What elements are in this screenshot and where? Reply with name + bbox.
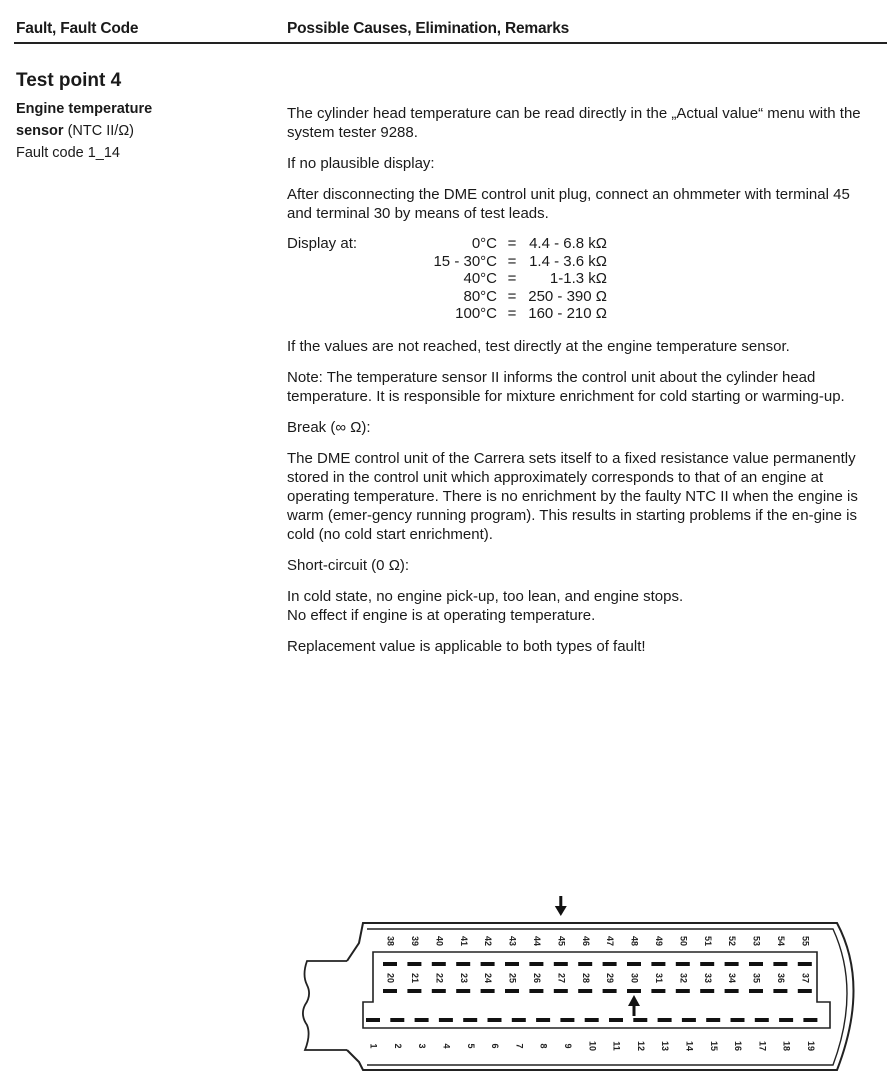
pin-slot — [432, 962, 446, 966]
pin-slot — [798, 989, 812, 993]
paragraph-note: Note: The temperature sensor II informs the control unit about the cylinder head temperature. It is responsible for mixture enrichment for cold starting or warming-up. — [287, 368, 845, 405]
table-value: 1-1.3 kΩ — [549, 270, 607, 287]
pin-label: 27 — [556, 972, 567, 984]
pin-label: 2 — [392, 1043, 403, 1049]
pin-slot — [383, 962, 397, 966]
pin-label: 21 — [410, 972, 421, 984]
pin-slot — [749, 962, 763, 966]
pin-label: 30 — [629, 972, 640, 984]
pin-label: 42 — [483, 935, 494, 947]
pin-label: 28 — [580, 972, 591, 984]
pin-slot — [456, 989, 470, 993]
pin-label: 13 — [660, 1040, 671, 1052]
short-circuit-line1: In cold state, no engine pick-up, too lean, and engine stops. — [287, 587, 684, 605]
pin-slot — [407, 989, 421, 993]
pin-slot — [651, 962, 665, 966]
pin-label: 38 — [385, 935, 396, 947]
pin-label: 6 — [490, 1043, 501, 1049]
pin-slot — [627, 989, 641, 993]
table-eq: = — [507, 287, 517, 305]
fault-code: Fault code 1_14 — [16, 145, 120, 161]
pin-slot — [512, 1018, 526, 1022]
pin-slot — [633, 1018, 647, 1022]
pin-slot — [560, 1018, 574, 1022]
pin-slot — [407, 962, 421, 966]
pin-slot — [383, 989, 397, 993]
pin-slot — [682, 1018, 696, 1022]
pin-label: 49 — [654, 935, 665, 947]
pin-label: 47 — [605, 935, 616, 947]
pin-label: 48 — [629, 935, 640, 947]
table-label: Display at: — [287, 235, 358, 252]
pin-label: 18 — [781, 1040, 792, 1052]
pin-slot — [529, 962, 543, 966]
remarks-column — [287, 104, 877, 668]
paragraph-no-display: If no plausible display: — [287, 155, 435, 172]
pin-slot — [779, 1018, 793, 1022]
connector-diagram — [285, 890, 885, 1075]
pin-slot — [676, 962, 690, 966]
paragraph-short-circuit-description — [287, 587, 877, 625]
resistance-table — [287, 235, 877, 323]
pin-slot — [773, 962, 787, 966]
pin-slot — [725, 989, 739, 993]
table-eq: = — [507, 235, 517, 252]
pin-slot — [773, 989, 787, 993]
paragraph-break-heading: Break (∞ Ω): — [287, 418, 371, 436]
pin-slot — [755, 1018, 769, 1022]
terminal-45-arrow-icon — [555, 896, 567, 916]
pin-label: 22 — [434, 972, 445, 984]
pin-label: 37 — [800, 972, 811, 984]
pin-slot — [505, 989, 519, 993]
pin-slot — [609, 1018, 623, 1022]
table-header — [14, 14, 887, 44]
pin-slot — [603, 962, 617, 966]
pin-label: 33 — [702, 972, 713, 984]
pin-slot — [749, 989, 763, 993]
pin-slot — [432, 989, 446, 993]
table-value: 250 - 390 Ω — [528, 287, 607, 305]
table-temp: 100°C — [455, 305, 497, 322]
pin-slot — [415, 1018, 429, 1022]
pin-slot — [463, 1018, 477, 1022]
header-possible-causes: Possible Causes, Elimination, Remarks — [287, 20, 570, 37]
pin-slot — [658, 1018, 672, 1022]
pin-label: 53 — [751, 935, 762, 947]
paragraph-actual-value: The cylinder head temperature can be read directly in the „Actual value“ menu with the system tester 9288. — [287, 105, 861, 141]
pin-slot — [366, 1018, 380, 1022]
pin-label: 50 — [678, 935, 689, 947]
pin-label: 15 — [708, 1040, 719, 1052]
pin-label: 11 — [611, 1041, 622, 1051]
pin-slot — [700, 989, 714, 993]
pin-label: 17 — [757, 1040, 768, 1052]
pin-label: 41 — [458, 935, 469, 947]
table-eq: = — [507, 305, 517, 322]
header-fault-code: Fault, Fault Code — [16, 20, 139, 37]
pin-slot — [725, 962, 739, 966]
pin-label: 31 — [654, 972, 665, 984]
table-temp: 0°C — [471, 235, 497, 252]
pin-label: 8 — [538, 1043, 549, 1049]
paragraph-values-not-reached: If the values are not reached, test directly at the engine temperature sensor. — [287, 337, 790, 355]
table-eq: = — [507, 270, 517, 287]
pin-label: 52 — [727, 935, 738, 947]
paragraph-short-circuit-heading: Short-circuit (0 Ω): — [287, 556, 410, 574]
pin-label: 35 — [751, 972, 762, 984]
pin-slot — [505, 962, 519, 966]
pin-slot — [603, 989, 617, 993]
sensor-name — [16, 98, 266, 142]
pin-label: 12 — [635, 1040, 646, 1052]
pin-slot — [803, 1018, 817, 1022]
pin-slot — [676, 989, 690, 993]
pin-slot — [554, 989, 568, 993]
paragraph-ohmmeter: After disconnecting the DME control unit plug, connect an ohmmeter with terminal 45 and terminal 30 by means of test leads. — [287, 186, 850, 222]
pin-label: 14 — [684, 1040, 695, 1052]
sensor-name-line2: sensor — [16, 123, 64, 139]
pin-slot — [554, 962, 568, 966]
pin-label: 43 — [507, 935, 518, 947]
pin-label: 29 — [605, 972, 616, 984]
pin-slot — [578, 989, 592, 993]
pin-label: 1 — [368, 1043, 379, 1049]
pin-slot — [798, 962, 812, 966]
pin-slot — [481, 989, 495, 993]
pin-slot — [731, 1018, 745, 1022]
pin-slot — [585, 1018, 599, 1022]
terminal-30-arrow-icon — [628, 995, 640, 1016]
fault-column — [16, 70, 266, 164]
pin-label: 44 — [532, 935, 543, 947]
pin-label: 10 — [587, 1040, 598, 1052]
pin-slot — [706, 1018, 720, 1022]
pin-slot — [578, 962, 592, 966]
pin-slot — [651, 989, 665, 993]
pin-slot — [456, 962, 470, 966]
pin-slot — [481, 962, 495, 966]
pin-label: 54 — [776, 935, 787, 947]
pin-label: 4 — [441, 1043, 452, 1049]
pin-label: 45 — [556, 935, 567, 947]
cable-stub — [303, 961, 347, 1050]
pin-label: 46 — [580, 935, 591, 947]
pin-slot — [390, 1018, 404, 1022]
pin-label: 9 — [563, 1043, 574, 1049]
table-eq: = — [507, 252, 517, 270]
table-value: 4.4 - 6.8 kΩ — [529, 235, 607, 252]
pin-label: 20 — [385, 972, 396, 984]
pin-slot — [700, 962, 714, 966]
pin-label: 51 — [702, 935, 713, 947]
sensor-name-line1: Engine temperature — [16, 101, 153, 117]
table-value: 160 - 210 Ω — [528, 305, 607, 322]
pin-label: 39 — [410, 935, 421, 947]
pin-label: 3 — [417, 1043, 428, 1049]
short-circuit-line2: No effect if engine is at operating temperature. — [287, 606, 596, 624]
pin-slot — [536, 1018, 550, 1022]
test-point-title: Test point 4 — [16, 70, 122, 91]
pin-label: 16 — [733, 1040, 744, 1052]
pin-slot — [488, 1018, 502, 1022]
pin-label: 24 — [483, 972, 494, 984]
pin-slot — [439, 1018, 453, 1022]
pin-label: 55 — [800, 935, 811, 947]
pin-slot — [627, 962, 641, 966]
pin-label: 25 — [507, 972, 518, 984]
pin-label: 32 — [678, 972, 689, 984]
table-temp: 15 - 30°C — [433, 252, 497, 270]
table-value: 1.4 - 3.6 kΩ — [529, 252, 607, 270]
pin-slot — [529, 989, 543, 993]
table-temp: 80°C — [463, 287, 497, 305]
sensor-type: (NTC II/Ω) — [63, 123, 135, 139]
pin-label: 36 — [776, 972, 787, 984]
pin-label: 40 — [434, 935, 445, 947]
pin-label: 26 — [532, 972, 543, 984]
paragraph-break-description: The DME control unit of the Carrera sets itself to a fixed resistance value permanently stored in the control unit which approximately corresponds to that of an engine at operating temperature. There is no enrichment by the faulty NTC II when the engine is warm (emer-gency running program). This results in starting problems if the en-gine is cold (no cold start enrichment). — [287, 449, 858, 543]
pin-label: 34 — [727, 972, 738, 984]
table-temp: 40°C — [463, 270, 497, 287]
paragraph-replacement-value: Replacement value is applicable to both types of fault! — [287, 637, 646, 655]
pin-label: 7 — [514, 1043, 525, 1049]
pin-label: 23 — [458, 972, 469, 984]
pin-label: 5 — [465, 1043, 476, 1049]
pin-label: 19 — [806, 1040, 817, 1052]
